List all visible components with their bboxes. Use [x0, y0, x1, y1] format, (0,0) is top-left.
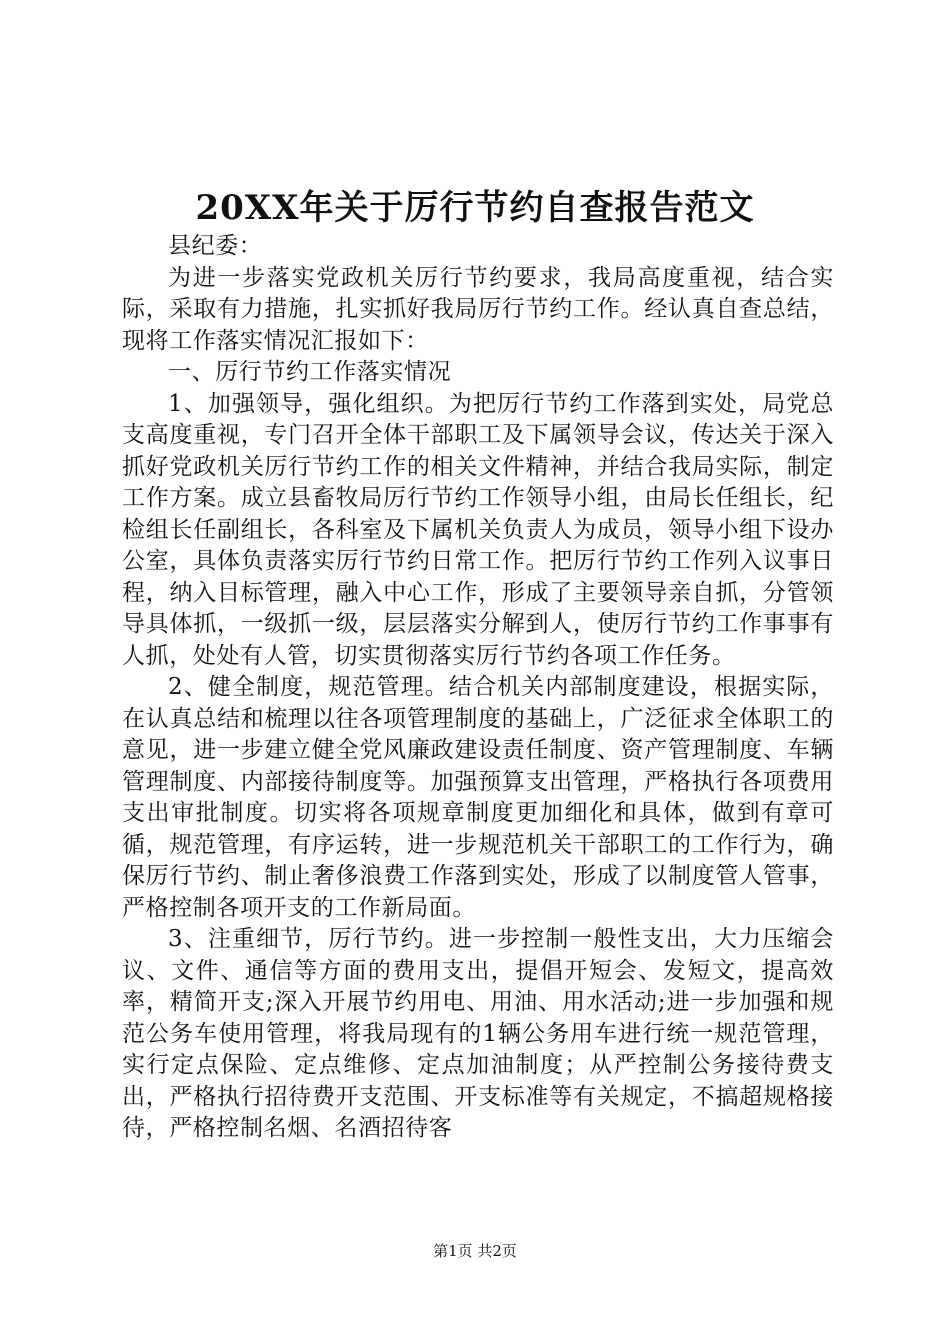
section-heading: 一、厉行节约工作落实情况 [168, 359, 452, 385]
paragraph-item-3: 3、注重细节，厉行节约。进一步控制一般性支出，大力压缩会议、文件、通信等方面的费用支出，提倡开短会、发短文，提高效率，精简开支;深入开展节约用电、用油、用水活动;进一步加强和规范公务车使用管理，将我局现有的1辆公务用车进行统一规范管理，实行定点保险、定点维修、定点加油制度；从严控制公务接待费支出，严格执行招待费开支范围、开支标准等有关规定，不搞超规格接待，严格控制名烟、名酒招待客 [122, 926, 834, 1141]
salutation: 县纪委： [168, 233, 263, 259]
paragraph-item-1: 1、加强领导，强化组织。为把厉行节约工作落到实处，局党总支高度重视，专门召开全体干部职工及下属领导会议，传达关于深入抓好党政机关厉行节约工作的相关文件精神，并结合我局实际，制定工作方案。成立县畜牧局厉行节约工作领导小组，由局长任组长，纪检组长任副组长，各科室及下属机关负责人为成员，领导小组下设办公室，具体负责落实厉行节约日常工作。把厉行节约工作列入议事日程，纳入目标管理，融入中心工作，形成了主要领导亲自抓，分管领导具体抓，一级抓一级，层层落实分解到人，使厉行节约工作事事有人抓，处处有人管，切实贯彻落实厉行节约各项工作任务。 [122, 390, 834, 669]
page-footer: 第1页 共2页 [433, 1242, 517, 1260]
paragraph-item-2: 2、健全制度，规范管理。结合机关内部制度建设，根据实际，在认真总结和梳理以往各项管理制度的基础上，广泛征求全体职工的意见，进一步建立健全党风廉政建设责任制度、资产管理制度、车辆管理制度、内部接待制度等。加强预算支出管理，严格执行各项费用支出审批制度。切实将各项规章制度更加细化和具体，做到有章可循，规范管理，有序运转，进一步规范机关干部职工的工作行为，确保厉行节约、制止奢侈浪费工作落到实处，形成了以制度管人管事，严格控制各项开支的工作新局面。 [122, 674, 834, 921]
paragraph-intro: 为进一步落实党政机关厉行节约要求，我局高度重视，结合实际，采取有力措施，扎实抓好我局厉行节约工作。经认真自查总结，现将工作落实情况汇报如下： [122, 264, 834, 354]
document-body [122, 231, 834, 1145]
document-title: 20XX年关于厉行节约自查报告范文 [195, 188, 755, 228]
